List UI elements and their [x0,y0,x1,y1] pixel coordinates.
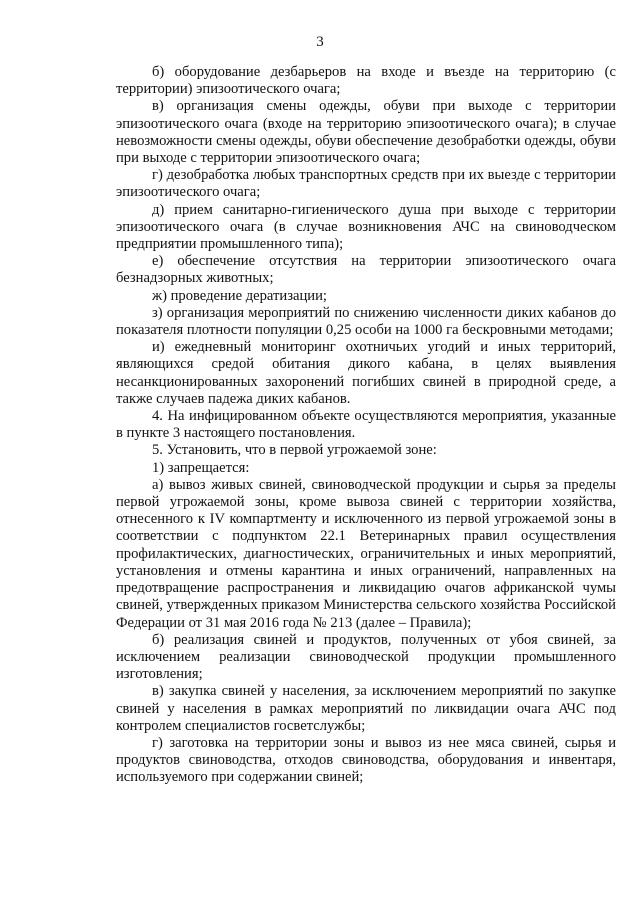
document-body [116,64,616,787]
paragraph-zh-deratization: ж) проведение дератизации; [152,287,327,304]
paragraph-5-first-threatened-zone: 5. Установить, что в первой угрожаемой зоне: [152,442,437,459]
paragraph-a-export-ban: а) вывоз живых свиней, свиноводческой продукции и сырья за пределы первой угрожаемой зоны, кроме вывоза свиней с территории хозяйства, отнесенного к IV компартменту и исключенного из первой угрожаемой зоны в соответствии с подпунктом 22.1 Ветеринарных правил осуществления профилактических, диагностических, ограничительных и иных мероприятий, установления и отмены карантина и иных ограничений, направленных на предотвращение распространения и ликвидацию очагов африканской чумы свиней, утвержденных приказом Министерства сельского хозяйства Российской Федерации от 31 мая 2016 года № 213 (далее – Правила); [116,476,616,631]
paragraph-b-sale-ban: б) реализация свиней и продуктов, полученных от убоя свиней, за исключением реализации свиноводческой продукции промышленного изготовления; [116,631,616,683]
paragraph-v-clothing-change: в) организация смены одежды, обуви при выходе с территории эпизоотического очага (входе на территорию эпизоотического очага); в случае невозможности смены одежды, обуви обеспечение дезобработки одежды, обуви при выходе с территории эпизоотического очага; [116,98,616,167]
page-number: 3 [316,34,324,50]
paragraph-4-infected-object: 4. На инфицированном объекте осуществляются мероприятия, указанные в пункте 3 настоящего постановления. [116,408,616,442]
paragraph-g-vehicle-disinfection: г) дезобработка любых транспортных средств при их выезде с территории эпизоотического очага; [116,167,616,201]
paragraph-g-procurement-ban: г) заготовка на территории зоны и вывоз из нее мяса свиней, сырья и продуктов свиноводства, отходов свиноводства, оборудования и инвентаря, используемого при содержании свиней; [116,734,616,786]
paragraph-1-prohibited: 1) запрещается: [152,459,250,476]
paragraph-b-dezbarriers: б) оборудование дезбарьеров на входе и въезде на территорию (с территории) эпизоотического очага; [116,64,616,98]
paragraph-e-stray-animals: е) обеспечение отсутствия на территории эпизоотического очага безнадзорных животных; [116,253,616,287]
paragraph-z-wild-boar-reduction: з) организация мероприятий по снижению численности диких кабанов до показателя плотности популяции 0,25 особи на 1000 га бескровными методами; [116,304,616,339]
paragraph-v-purchase-ban: в) закупка свиней у населения, за исключением мероприятий по закупке свиней у населения в рамках мероприятий по ликвидации очага АЧС под контролем специалистов госветслужбы; [116,683,616,734]
paragraph-d-sanitary-shower: д) прием санитарно-гигиенического душа при выходе с территории эпизоотического очага (в случае возникновения АЧС на свиноводческом предприятии промышленного типа); [116,201,616,253]
paragraph-i-daily-monitoring: и) ежедневный мониторинг охотничьих угодий и иных территорий, являющихся средой обитания дикого кабана, в целях выявления несанкционированных захоронений погибших свиней в природной среде, а также случаев падежа диких кабанов. [116,339,616,407]
